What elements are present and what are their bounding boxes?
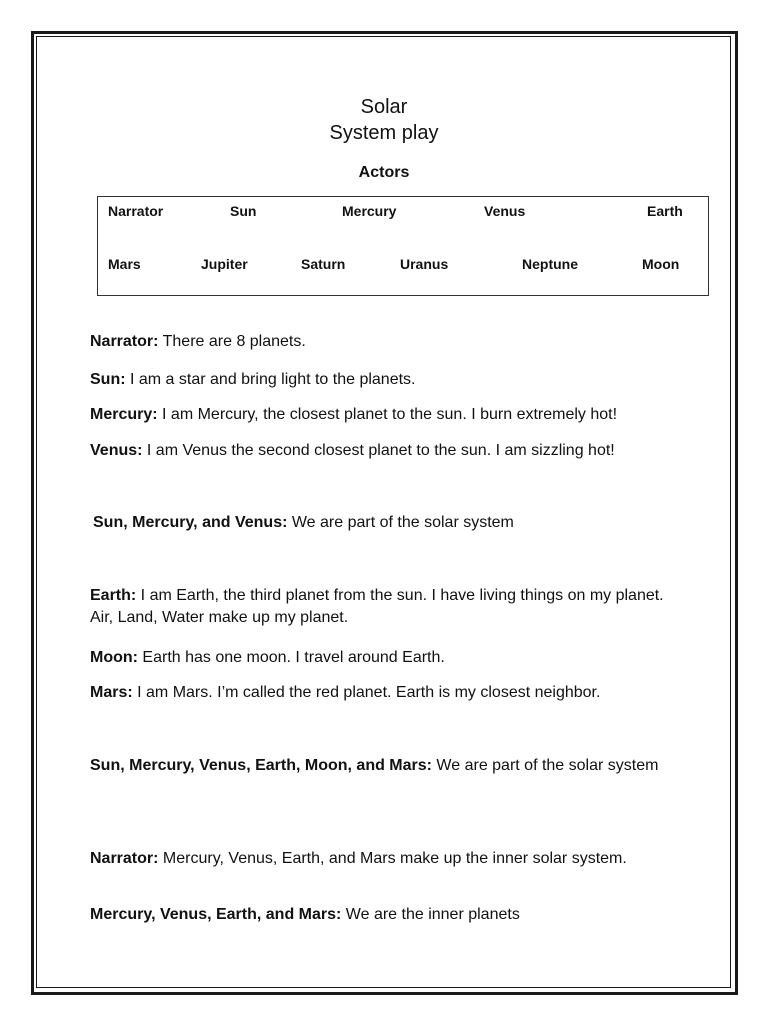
speaker: Sun, Mercury, Venus, Earth, Moon, and Mars: xyxy=(90,757,432,774)
dialogue: We are the inner planets xyxy=(341,906,520,923)
script-line xyxy=(90,585,680,629)
script-line xyxy=(90,848,650,870)
script-line xyxy=(90,647,690,669)
script-line xyxy=(90,369,690,391)
speaker: Sun, Mercury, and Venus: xyxy=(93,514,288,531)
speaker: Narrator: xyxy=(90,333,159,350)
script-line xyxy=(90,755,675,777)
dialogue: I am Venus the second closest planet to the sun. I am sizzling hot! xyxy=(142,442,615,459)
dialogue: I am Earth, the third planet from the sun. I have living things on my planet. Air, Land, Water make up my planet. xyxy=(90,587,664,626)
script-line xyxy=(93,512,693,534)
actor-uranus: Uranus xyxy=(400,256,449,272)
speaker: Mercury: xyxy=(90,406,158,423)
dialogue: We are part of the solar system xyxy=(431,757,659,774)
title-line-1: Solar xyxy=(360,96,408,118)
script-line xyxy=(90,331,690,353)
actors-box xyxy=(97,196,709,296)
speaker: Moon: xyxy=(90,649,138,666)
speaker: Sun: xyxy=(90,371,126,388)
speaker: Mars: xyxy=(90,684,133,701)
actor-earth: Earth xyxy=(647,203,683,219)
script-line xyxy=(90,682,690,704)
actor-venus: Venus xyxy=(484,203,526,219)
dialogue: We are part of the solar system xyxy=(287,514,514,531)
actor-saturn: Saturn xyxy=(301,256,346,272)
actor-mars: Mars xyxy=(108,256,141,272)
actor-moon: Moon xyxy=(642,256,680,272)
speaker: Venus: xyxy=(90,442,143,459)
dialogue: I am Mars. I’m called the red planet. Earth is my closest neighbor. xyxy=(132,684,601,701)
speaker: Earth: xyxy=(90,587,137,604)
script-line xyxy=(90,404,690,426)
actor-jupiter: Jupiter xyxy=(201,256,248,272)
actor-mercury: Mercury xyxy=(342,203,397,219)
actor-sun: Sun xyxy=(230,203,257,219)
title-line-2: System play xyxy=(329,122,439,144)
script-line xyxy=(90,904,690,926)
speaker: Mercury, Venus, Earth, and Mars: xyxy=(90,906,342,923)
dialogue: There are 8 planets. xyxy=(158,333,306,350)
script-line xyxy=(90,440,690,462)
dialogue: I am Mercury, the closest planet to the sun. I burn extremely hot! xyxy=(157,406,618,423)
dialogue: Earth has one moon. I travel around Earth. xyxy=(137,649,445,666)
actor-narrator: Narrator xyxy=(108,203,164,219)
dialogue: Mercury, Venus, Earth, and Mars make up the inner solar system. xyxy=(158,850,627,867)
dialogue: I am a star and bring light to the planets. xyxy=(125,371,416,388)
actor-neptune: Neptune xyxy=(522,256,578,272)
actors-heading: Actors xyxy=(358,164,410,181)
speaker: Narrator: xyxy=(90,850,159,867)
